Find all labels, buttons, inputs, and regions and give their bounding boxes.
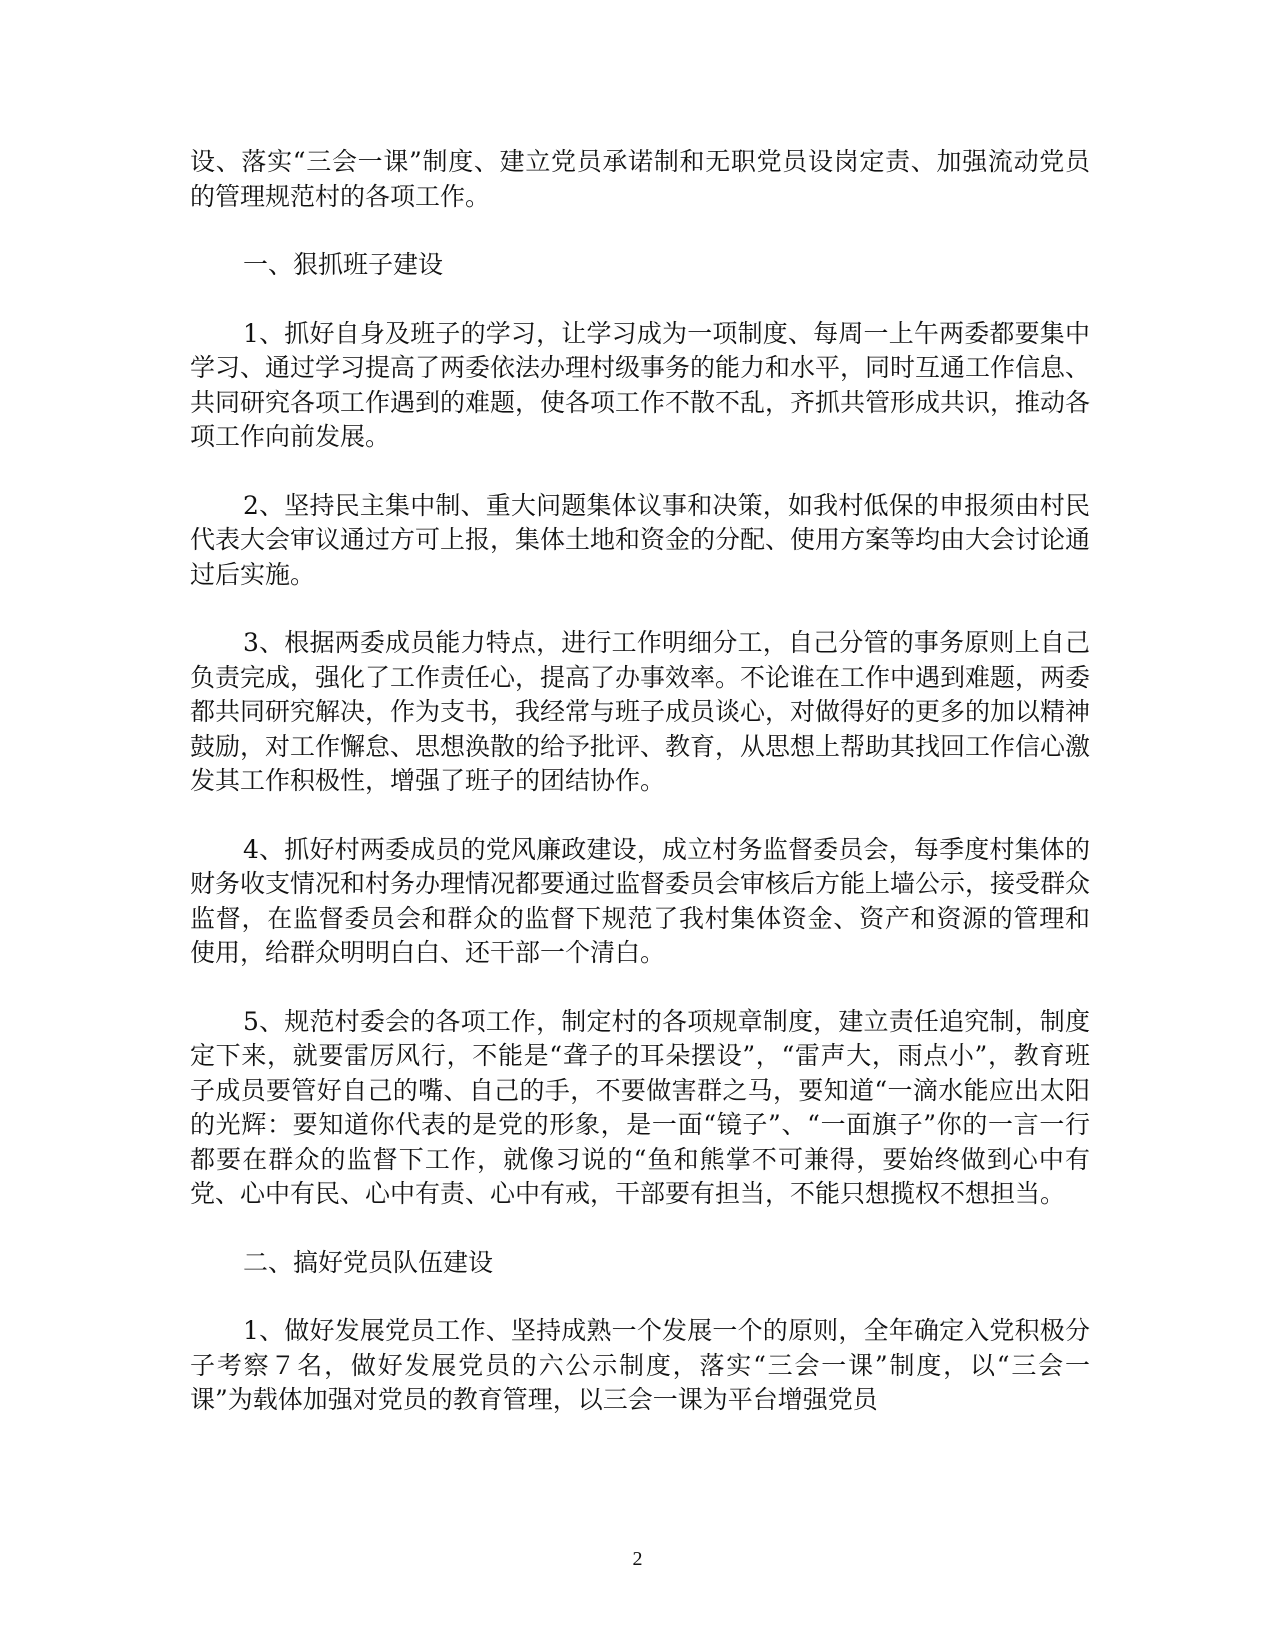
section-heading-2: 二、搞好党员队伍建设 bbox=[243, 1247, 494, 1277]
paragraph-1-1: 1、抓好自身及班子的学习，让学习成为一项制度、每周一上午两委都要集中学习、通过学习提高了两委依法办理村级事务的能力和水平，同时互通工作信息、共同研究各项工作遇到的难题，使各项工作不散不乱，齐抓共管形成共识，推动各项工作向前发展。 bbox=[190, 318, 1091, 451]
paragraph-1-2: 2、坚持民主集中制、重大问题集体议事和决策，如我村低保的申报须由村民代表大会审议通过方可上报，集体土地和资金的分配、使用方案等均由大会讨论通过后实施。 bbox=[190, 490, 1091, 589]
page-number: 2 bbox=[632, 1548, 643, 1570]
paragraph-2-1: 1、做好发展党员工作、坚持成熟一个发展一个的原则，全年确定入党积极分子考察７名，做好发展党员的六公示制度，落实“三会一课”制度，以“三会一课”为载体加强对党员的教育管理，以三会一课为平台增强党员 bbox=[190, 1316, 1090, 1414]
document-body bbox=[190, 145, 1090, 1452]
paragraph-1-5: 5、规范村委会的各项工作，制定村的各项规章制度，建立责任追究制，制度定下来，就要雷厉风行，不能是“聋子的耳朵摆设”，“雷声大，雨点小”，教育班子成员要管好自己的嘴、自己的手，不要做害群之马，要知道“一滴水能应出太阳的光辉：要知道你代表的是党的形象，是一面“镜子”、“一面旗子”你的一言一行都要在群众的监督下工作，就像习说的“鱼和熊掌不可兼得，要始终做到心中有党、心中有民、心中有责、心中有戒，干部要有担当，不能只想揽权不想担当。 bbox=[190, 1006, 1090, 1208]
paragraph-intro: 设、落实“三会一课”制度、建立党员承诺制和无职党员设岗定责、加强流动党员的管理规范村的各项工作。 bbox=[190, 147, 1090, 211]
section-heading-1: 一、狠抓班子建设 bbox=[243, 250, 444, 279]
paragraph-1-3: 3、根据两委成员能力特点，进行工作明细分工，自己分管的事务原则上自己负责完成，强化了工作责任心，提高了办事效率。不论谁在工作中遇到难题，两委都共同研究解决，作为支书，我经常与班子成员谈心，对做得好的更多的加以精神鼓励，对工作懈怠、思想涣散的给予批评、教育，从思想上帮助其找回工作信心激发其工作积极性，增强了班子的团结协作。 bbox=[190, 628, 1091, 795]
paragraph-1-4: 4、抓好村两委成员的党风廉政建设，成立村务监督委员会，每季度村集体的财务收支情况和村务办理情况都要通过监督委员会审核后方能上墙公示，接受群众监督，在监督委员会和群众的监督下规范了我村集体资金、资产和资源的管理和 使用，给群众明明白白、还干部一个清白。 bbox=[190, 834, 1091, 967]
